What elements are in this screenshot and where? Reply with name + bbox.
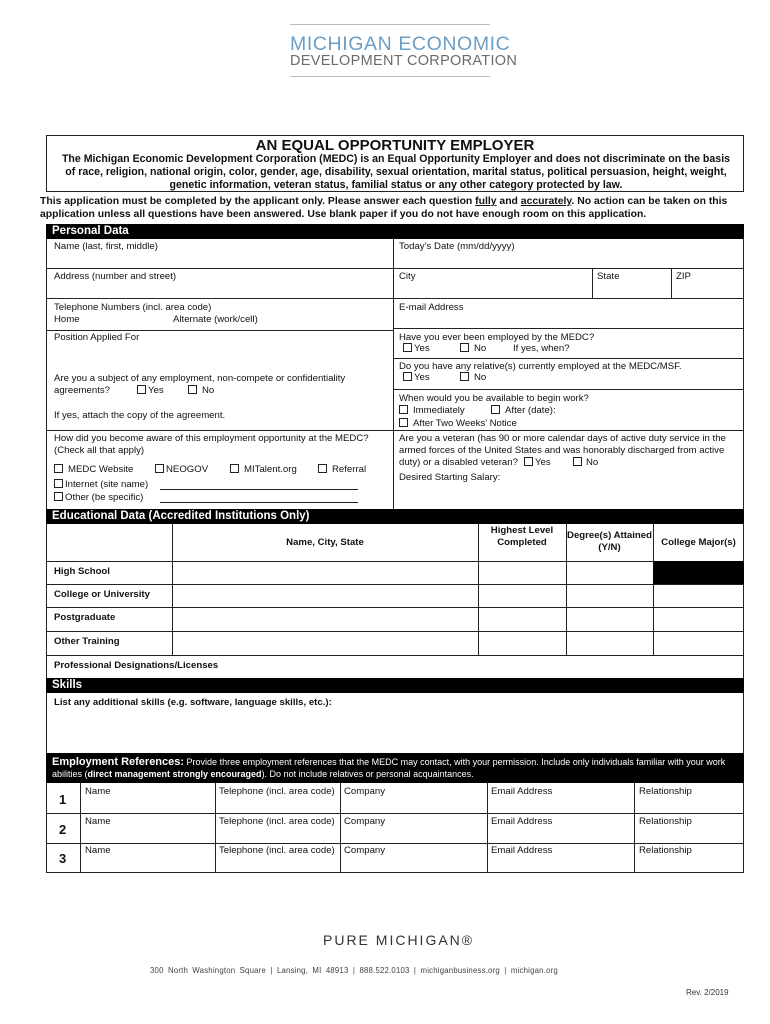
references-desc: ). Do not include relatives or personal acquaintances.: [261, 769, 474, 779]
instr-accurately: accurately: [520, 196, 572, 207]
veteran-question: [399, 433, 739, 469]
checkbox[interactable]: [403, 343, 412, 352]
after-two-weeks-label: After Two Weeks’ Notice: [413, 418, 517, 429]
instr-text: . No action can be taken on this application unless all questions have been answered. Use blank paper if you do not have enough room on this application.: [40, 196, 728, 220]
email-field[interactable]: E-mail Address: [399, 302, 464, 313]
ref-relationship-field[interactable]: Relationship: [639, 786, 692, 797]
medc-website-option[interactable]: [54, 464, 133, 476]
noncompete-question: Are you a subject of any employment, non-compete or confidentiality agreements?: [54, 373, 346, 396]
veteran-no-option[interactable]: [573, 457, 598, 469]
references-desc-bold: direct management strongly encouraged: [87, 769, 262, 779]
checkbox[interactable]: [137, 385, 146, 394]
reference-number: 1: [59, 792, 67, 807]
immediately-option[interactable]: [399, 405, 465, 417]
ref-company-field[interactable]: Company: [344, 816, 386, 827]
mitalent-label: MITalent.org: [244, 464, 297, 475]
city-field[interactable]: City: [399, 271, 416, 282]
ref-relationship-field[interactable]: Relationship: [639, 845, 692, 856]
home-phone-field[interactable]: Home: [54, 314, 80, 325]
checkbox[interactable]: [460, 343, 469, 352]
no-label: No: [202, 385, 215, 396]
employed-no-option[interactable]: [460, 343, 486, 355]
checkbox[interactable]: [573, 457, 582, 466]
ref-telephone-field[interactable]: Telephone (incl. area code): [219, 845, 335, 856]
checkbox[interactable]: [54, 464, 63, 473]
ref-name-field[interactable]: Name: [85, 816, 111, 827]
neogov-label: NEOGOV: [166, 464, 209, 475]
ref-company-field[interactable]: Company: [344, 845, 386, 856]
checkbox[interactable]: [155, 464, 164, 473]
checkbox[interactable]: [54, 492, 63, 501]
references-header: Employment References:: [52, 756, 185, 768]
reference-number: 3: [59, 851, 67, 866]
instr-text: This application must be completed by the applicant only. Please answer each question: [40, 196, 476, 207]
relatives-no-option[interactable]: [460, 372, 486, 384]
education-header: Educational Data (Accredited Institutions Only): [46, 509, 744, 524]
eo-text: The Michigan Economic Development Corporation (MEDC) is an Equal Opportunity Employer and does not discriminate on the basis of race, religion, national origin, color, gender, age, disability, sexual orientation, marital status, political persuasion, height, weight, genetic information, veteran status, familial status or any other category protected by law.: [61, 153, 731, 191]
revision-date: Rev. 2/2019: [686, 988, 729, 997]
employed-yes-option[interactable]: [403, 343, 430, 355]
date-field[interactable]: Today’s Date (mm/dd/yyyy): [399, 241, 515, 252]
ref-telephone-field[interactable]: Telephone (incl. area code): [219, 816, 335, 827]
yes-label: Yes: [535, 457, 551, 468]
col-major: College Major(s): [661, 537, 736, 548]
noncompete-yes-option[interactable]: [137, 385, 164, 397]
checkbox[interactable]: [460, 372, 469, 381]
checkbox[interactable]: [54, 479, 63, 488]
alternate-phone-field[interactable]: Alternate (work/cell): [173, 314, 258, 325]
footer-address: 300 North Washington Square | Lansing, MI 48913 | 888.522.0103 | michiganbusiness.org | michigan.org: [150, 966, 558, 975]
checkbox[interactable]: [491, 405, 500, 414]
ref-relationship-field[interactable]: Relationship: [639, 816, 692, 827]
no-label: No: [474, 343, 487, 354]
skills-header: Skills: [46, 678, 744, 693]
yes-label: Yes: [148, 385, 164, 396]
checkbox[interactable]: [230, 464, 239, 473]
ref-telephone-field[interactable]: Telephone (incl. area code): [219, 786, 335, 797]
edu-row-label: Postgraduate: [54, 612, 116, 623]
no-label: No: [474, 372, 487, 383]
col-degree: Degree(s) Attained (Y/N): [567, 530, 652, 553]
checkbox[interactable]: [399, 405, 408, 414]
veteran-yes-option[interactable]: [524, 457, 551, 469]
edu-row-label: College or University: [54, 589, 150, 600]
neogov-option[interactable]: [155, 464, 208, 476]
ref-company-field[interactable]: Company: [344, 786, 386, 797]
col-name-city-state: Name, City, State: [286, 537, 364, 548]
other-option[interactable]: [54, 492, 143, 504]
professional-designations[interactable]: Professional Designations/Licenses: [54, 660, 219, 671]
yes-label: Yes: [414, 343, 430, 354]
instructions: [40, 196, 740, 221]
instr-fully: fully: [475, 196, 497, 207]
pure-michigan-logo: PURE MICHIGAN®: [323, 932, 475, 948]
checkbox[interactable]: [524, 457, 533, 466]
after-date-label: After (date):: [505, 405, 556, 416]
relatives-question: Do you have any relative(s) currently employed at the MEDC/MSF.: [399, 361, 682, 372]
references-desc: Provide three employment references that the MEDC may contact, with your permission. Include only individuals familiar with your work abilities (: [52, 757, 726, 779]
instr-text: and: [496, 196, 521, 207]
ref-name-field[interactable]: Name: [85, 786, 111, 797]
edu-row-label: Other Training: [54, 636, 120, 647]
after-two-weeks-option[interactable]: [399, 418, 517, 430]
ref-name-field[interactable]: Name: [85, 845, 111, 856]
eo-title: AN EQUAL OPPORTUNITY EMPLOYER: [255, 137, 535, 154]
logo-rule: [290, 76, 490, 77]
other-line[interactable]: [160, 502, 358, 503]
ref-email-field[interactable]: Email Address: [491, 816, 553, 827]
state-field[interactable]: State: [597, 271, 620, 282]
noncompete-no-option[interactable]: [188, 385, 214, 397]
internet-option[interactable]: [54, 479, 148, 491]
address-field[interactable]: Address (number and street): [54, 271, 177, 282]
begin-work-question: When would you be available to begin work?: [399, 393, 589, 404]
checkbox[interactable]: [403, 372, 412, 381]
medc-logo-line1: MICHIGAN ECONOMIC: [290, 33, 511, 55]
ref-email-field[interactable]: Email Address: [491, 845, 553, 856]
referral-label: Referral: [332, 464, 367, 475]
medc-logo-line2: DEVELOPMENT CORPORATION: [290, 53, 518, 69]
no-label: No: [586, 457, 599, 468]
col-highest-level: Highest Level Completed: [490, 525, 554, 548]
if-yes-when[interactable]: If yes, when?: [513, 343, 570, 354]
phone-label: Telephone Numbers (incl. area code): [54, 302, 212, 313]
references-header-bar: [46, 753, 744, 783]
shaded-cell: [653, 561, 744, 584]
internet-line[interactable]: [160, 489, 358, 490]
other-label: Other (be specific): [65, 492, 144, 503]
yes-label: Yes: [414, 372, 430, 383]
mitalent-option[interactable]: [230, 464, 297, 476]
name-field[interactable]: Name (last, first, middle): [54, 241, 158, 252]
relatives-yes-option[interactable]: [403, 372, 430, 384]
checkbox[interactable]: [399, 418, 408, 427]
veteran-text: Are you a veteran (has 90 or more calendar days of active duty service in the armed forces of the United States and was honorably discharged from active duty) or a disabled veteran?: [399, 433, 726, 468]
employed-question: Have you ever been employed by the MEDC?: [399, 332, 595, 343]
referral-option[interactable]: [318, 464, 366, 476]
after-date-option[interactable]: [491, 405, 556, 417]
aware-question: How did you become aware of this employment opportunity at the MEDC? (Check all that apply): [54, 433, 369, 456]
personal-data-header: Personal Data: [46, 224, 744, 239]
internet-label: Internet (site name): [65, 479, 149, 490]
logo-rule: [290, 24, 490, 25]
checkbox[interactable]: [318, 464, 327, 473]
skills-prompt[interactable]: List any additional skills (e.g. software, language skills, etc.):: [54, 697, 332, 708]
salary-field[interactable]: Desired Starting Salary:: [399, 472, 501, 483]
medc-website-label: MEDC Website: [68, 464, 134, 475]
reference-number: 2: [59, 822, 67, 837]
position-field[interactable]: Position Applied For: [54, 332, 140, 343]
edu-row-label: High School: [54, 566, 110, 577]
ref-email-field[interactable]: Email Address: [491, 786, 553, 797]
checkbox[interactable]: [188, 385, 197, 394]
attach-agreement-note: If yes, attach the copy of the agreement.: [54, 410, 226, 421]
zip-field[interactable]: ZIP: [676, 271, 691, 282]
immediately-label: Immediately: [413, 405, 465, 416]
